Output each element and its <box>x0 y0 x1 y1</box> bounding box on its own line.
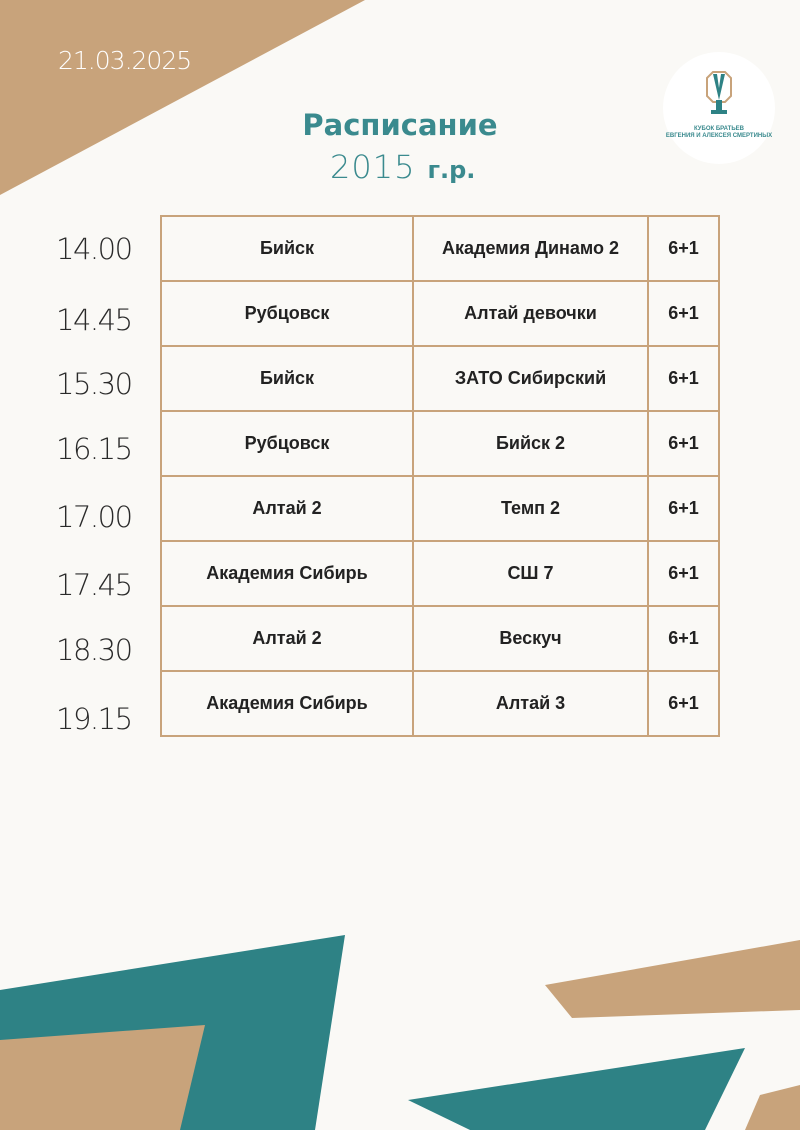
top-left-tan-triangle <box>0 0 365 195</box>
table-row <box>161 411 719 476</box>
table-row <box>161 216 719 281</box>
date-label: 21.03.2025 <box>58 46 192 75</box>
table-row <box>161 541 719 606</box>
logo-line1: КУБОК БРАТЬЕВ <box>694 126 744 132</box>
match-time: 17.00 <box>56 500 132 534</box>
format-cell: 6+1 <box>648 281 719 346</box>
format-cell: 6+1 <box>648 606 719 671</box>
team2-cell: Алтай 3 <box>413 671 648 736</box>
match-time: 15.30 <box>56 367 132 401</box>
team2-cell: Бийск 2 <box>413 411 648 476</box>
team2-cell: ЗАТО Сибирский <box>413 346 648 411</box>
team1-cell: Алтай 2 <box>161 606 413 671</box>
format-cell: 6+1 <box>648 476 719 541</box>
match-time: 14.00 <box>56 232 132 266</box>
match-time: 16.15 <box>56 432 132 466</box>
table-row <box>161 476 719 541</box>
year-label: 2015 <box>330 148 416 186</box>
team2-cell: Темп 2 <box>413 476 648 541</box>
format-cell: 6+1 <box>648 346 719 411</box>
format-cell: 6+1 <box>648 671 719 736</box>
table-row <box>161 281 719 346</box>
team1-cell: Академия Сибирь <box>161 671 413 736</box>
team1-cell: Бийск <box>161 346 413 411</box>
table-row <box>161 671 719 736</box>
team2-cell: СШ 7 <box>413 541 648 606</box>
subtitle <box>330 148 475 186</box>
tournament-logo <box>663 52 775 164</box>
team1-cell: Рубцовск <box>161 281 413 346</box>
bottom-right-tan-shape <box>545 940 800 1018</box>
trophy-icon <box>699 70 739 122</box>
format-cell: 6+1 <box>648 216 719 281</box>
logo-line2: ЕВГЕНИЯ И АЛЕКСЕЯ СМЕРТИНЫХ <box>665 133 773 139</box>
team2-cell: Алтай девочки <box>413 281 648 346</box>
match-time: 19.15 <box>56 702 132 736</box>
page-title: Расписание <box>302 108 498 142</box>
match-time: 17.45 <box>56 568 132 602</box>
format-cell: 6+1 <box>648 541 719 606</box>
year-suffix: г.р. <box>427 156 476 184</box>
format-cell: 6+1 <box>648 411 719 476</box>
team2-cell: Вескуч <box>413 606 648 671</box>
table-row <box>161 346 719 411</box>
schedule-table <box>160 215 720 737</box>
bottom-right-teal-shape <box>408 1048 745 1130</box>
team1-cell: Рубцовск <box>161 411 413 476</box>
team2-cell: Академия Динамо 2 <box>413 216 648 281</box>
match-time: 18.30 <box>56 633 132 667</box>
match-time: 14.45 <box>56 303 132 337</box>
table-row <box>161 606 719 671</box>
team1-cell: Академия Сибирь <box>161 541 413 606</box>
bottom-right-tan-corner <box>745 1085 800 1130</box>
bottom-left-tan-shape <box>0 1025 205 1130</box>
team1-cell: Бийск <box>161 216 413 281</box>
team1-cell: Алтай 2 <box>161 476 413 541</box>
